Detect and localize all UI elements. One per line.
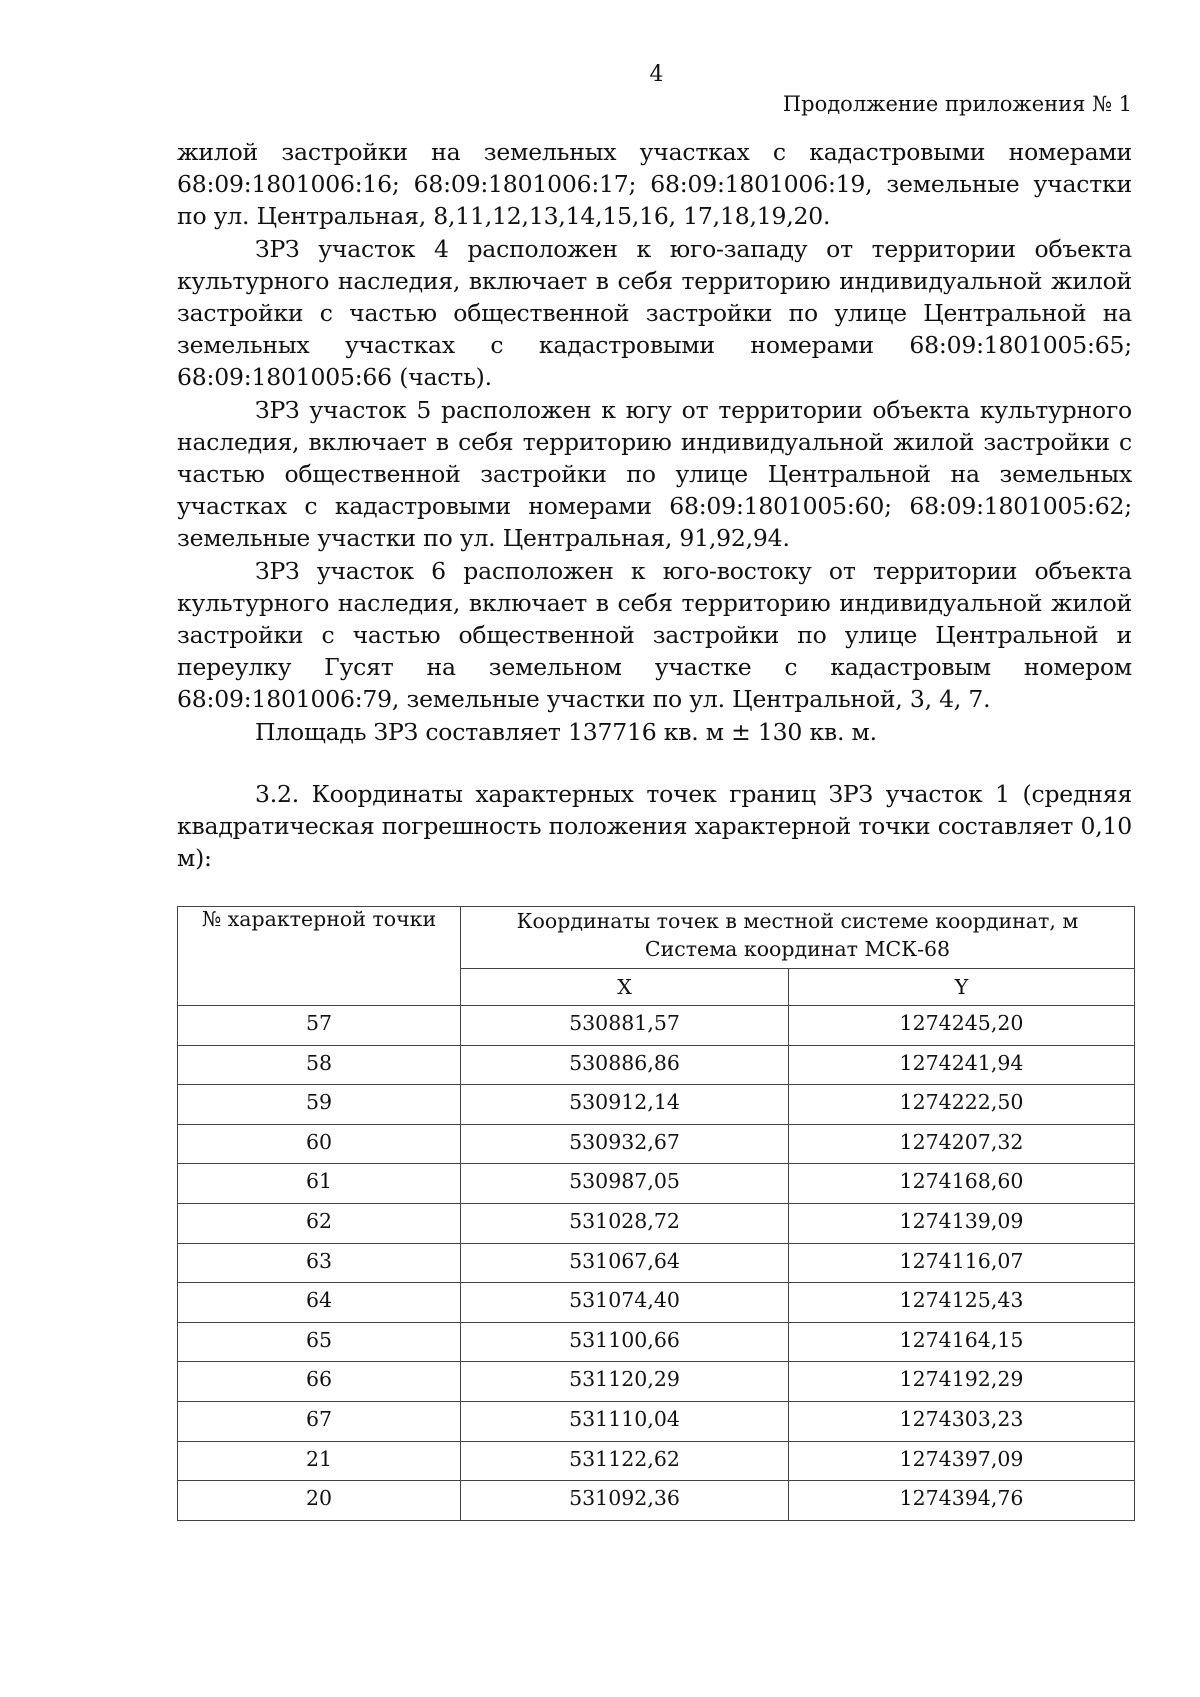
coordinates-header-line2: Система координат МСК-68 (644, 937, 951, 961)
table-row (178, 1006, 1135, 1046)
paragraph-zone-4: ЗРЗ участок 4 расположен к юго-западу от территории объекта культурного наследия, включает в себя территорию индивидуальной жилой застройки с частью общественной застройки по улице Центральной на земельных участках с кадастровыми номерами 68:09:1801005:65; 68:09:1801005:66 (часть). (177, 234, 1132, 392)
cell-point: 63 (178, 1243, 461, 1283)
cell-point: 61 (178, 1164, 461, 1204)
cell-y: 1274394,76 (789, 1481, 1135, 1521)
column-header-point-number: № характерной точки (178, 907, 461, 1006)
cell-point: 62 (178, 1203, 461, 1243)
table-row (178, 1481, 1135, 1521)
table-row (178, 1243, 1135, 1283)
cell-point: 21 (178, 1441, 461, 1481)
paragraph-area: Площадь ЗРЗ составляет 137716 кв. м ± 130 кв. м. (255, 717, 877, 746)
cell-y: 1274116,07 (789, 1243, 1135, 1283)
document-body (177, 136, 1132, 874)
table-row (178, 1283, 1135, 1323)
paragraph-zone-6: ЗРЗ участок 6 расположен к юго-востоку от территории объекта культурного наследия, включает в себя территорию индивидуальной жилой застройки с частью общественной застройки по улице Центральной и переулку Гусят на земельном участке с кадастровым номером 68:09:1801006:79, земельные участки по ул. Центральной, 3, 4, 7. (177, 556, 1132, 714)
table-row (178, 1401, 1135, 1441)
cell-point: 58 (178, 1045, 461, 1085)
cell-y: 1274207,32 (789, 1124, 1135, 1164)
cell-x: 531028,72 (461, 1203, 789, 1243)
table-row (178, 1045, 1135, 1085)
cell-x: 531110,04 (461, 1401, 789, 1441)
cell-point: 20 (178, 1481, 461, 1521)
table-row (178, 1164, 1135, 1204)
cell-point: 66 (178, 1362, 461, 1402)
column-header-x: X (461, 968, 789, 1005)
cell-y: 1274303,23 (789, 1401, 1135, 1441)
table-row (178, 1441, 1135, 1481)
cell-x: 531067,64 (461, 1243, 789, 1283)
section-3-2-heading: 3.2. Координаты характерных точек границ ЗРЗ участок 1 (средняя квадратическая погрешность положения характерной точки составляет 0,10 м): (177, 779, 1132, 873)
coordinates-table (177, 906, 1135, 1521)
cell-point: 65 (178, 1322, 461, 1362)
cell-x: 531100,66 (461, 1322, 789, 1362)
cell-y: 1274397,09 (789, 1441, 1135, 1481)
cell-x: 531120,29 (461, 1362, 789, 1402)
cell-point: 64 (178, 1283, 461, 1323)
cell-y: 1274245,20 (789, 1006, 1135, 1046)
table-row (178, 1362, 1135, 1402)
column-header-coordinates (461, 907, 1135, 969)
cell-x: 530886,86 (461, 1045, 789, 1085)
cell-point: 67 (178, 1401, 461, 1441)
cell-y: 1274139,09 (789, 1203, 1135, 1243)
column-header-y: Y (789, 968, 1135, 1005)
page-number: 4 (649, 62, 664, 87)
cell-x: 530987,05 (461, 1164, 789, 1204)
cell-y: 1274241,94 (789, 1045, 1135, 1085)
cell-x: 531074,40 (461, 1283, 789, 1323)
cell-point: 57 (178, 1006, 461, 1046)
cell-x: 530912,14 (461, 1085, 789, 1125)
table-row (178, 1085, 1135, 1125)
cell-x: 530881,57 (461, 1006, 789, 1046)
table-row (178, 1203, 1135, 1243)
appendix-continuation-note: Продолжение приложения № 1 (782, 92, 1132, 116)
table-row (178, 1322, 1135, 1362)
paragraph-zone-5: ЗРЗ участок 5 расположен к югу от территории объекта культурного наследия, включает в себя территорию индивидуальной жилой застройки с частью общественной застройки по улице Центральной на земельных участках с кадастровыми номерами 68:09:1801005:60; 68:09:1801005:62; земельные участки по ул. Центральная, 91,92,94. (177, 395, 1132, 553)
cell-y: 1274192,29 (789, 1362, 1135, 1402)
cell-point: 59 (178, 1085, 461, 1125)
spacer (177, 748, 1132, 778)
cell-x: 531092,36 (461, 1481, 789, 1521)
cell-x: 530932,67 (461, 1124, 789, 1164)
cell-x: 531122,62 (461, 1441, 789, 1481)
table-row (178, 1124, 1135, 1164)
paragraph-continuation: жилой застройки на земельных участках с кадастровыми номерами 68:09:1801006:16; 68:09:1801006:17; 68:09:1801006:19, земельные участки по ул. Центральная, 8,11,12,13,14,15,16, 17,18,19,20. (177, 138, 1132, 231)
cell-y: 1274222,50 (789, 1085, 1135, 1125)
cell-point: 60 (178, 1124, 461, 1164)
cell-y: 1274125,43 (789, 1283, 1135, 1323)
coordinates-header-line1: Координаты точек в местной системе координат, м (516, 909, 1079, 933)
cell-y: 1274164,15 (789, 1322, 1135, 1362)
cell-y: 1274168,60 (789, 1164, 1135, 1204)
